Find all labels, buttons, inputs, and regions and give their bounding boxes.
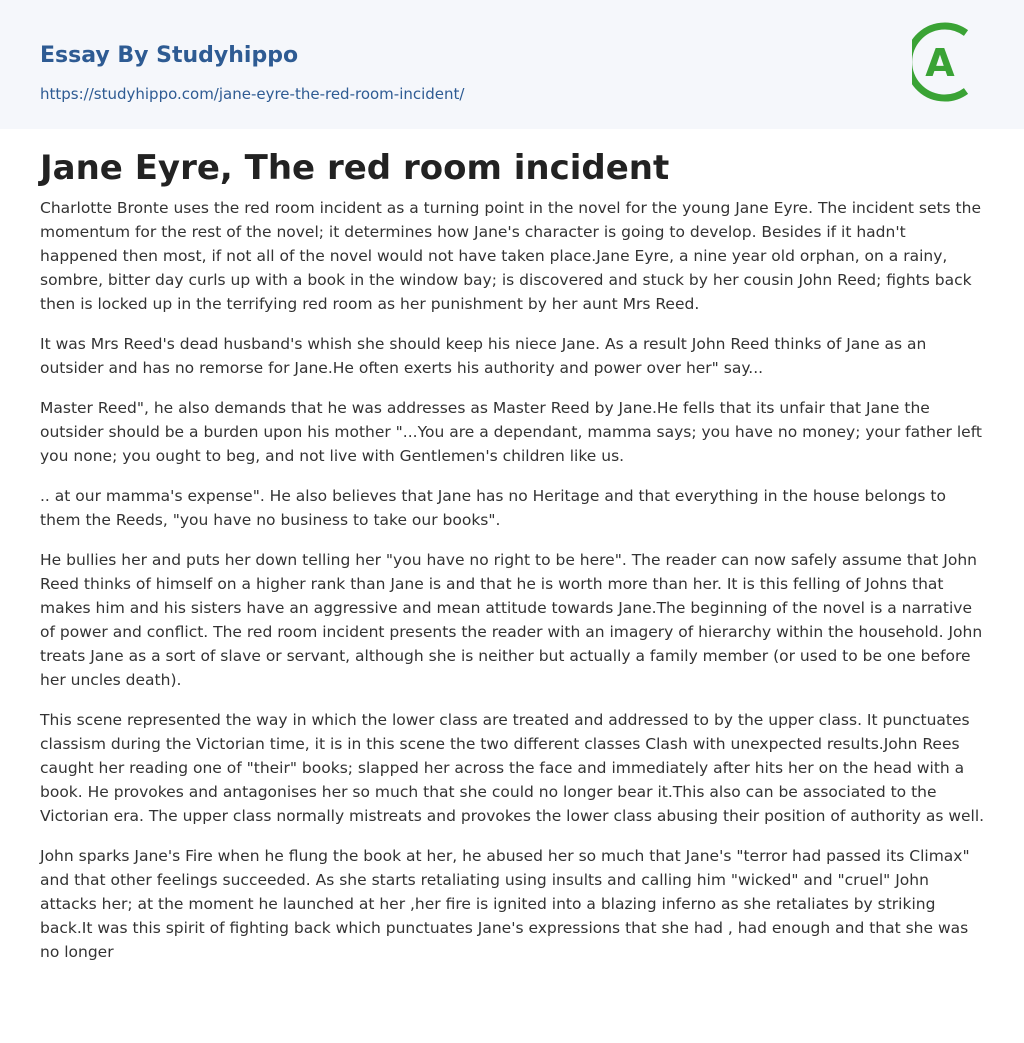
article-paragraph: He bullies her and puts her down telling her "you have no right to be here". The reader can now safely assume that John Reed thinks of himself on a higher rank than Jane is and that he is worth more than her. It is this felling of Johns that makes him and his sisters have an aggressive and mean attitude towards Jane.The beginning of the novel is a narrative of power and conflict. The red room incident presents the reader with an imagery of hierarchy within the household. John treats Jane as a sort of slave or servant, although she is neither but actually a family member (or used to be one before her uncles death). — [40, 551, 983, 689]
page-url-link[interactable]: https://studyhippo.com/jane-eyre-the-red-room-incident/ — [40, 85, 465, 103]
logo-letter: A — [925, 41, 955, 85]
article-paragraph: John sparks Jane's Fire when he flung the book at her, he abused her so much that Jane's "terror had passed its Climax" and that other feelings succeeded. As she starts retaliating using insults and calling him "wicked" and "cruel" John attacks her; at the moment he launched at her ,her fire is ignited into a blazing inferno as she retaliates by striking back.It was this spirit of fighting back which punctuates Jane's expressions that she had , had enough and that she was no longer — [40, 847, 970, 961]
studyhippo-logo-icon[interactable] — [912, 19, 986, 105]
article-paragraph: It was Mrs Reed's dead husband's whish she should keep his niece Jane. As a result John Reed thinks of Jane as an outsider and has no remorse for Jane.He often exerts his authority and power over her" say... — [40, 335, 927, 377]
article-paragraph: Charlotte Bronte uses the red room incident as a turning point in the novel for the young Jane Eyre. The incident sets the momentum for the rest of the novel; it determines how Jane's character is going to develop. Besides if it hadn't happened then most, if not all of the novel would not have taken place.Jane Eyre, a nine year old orphan, on a rainy, sombre, bitter day curls up with a book in the window bay; is discovered and stuck by her cousin John Reed; fights back then is locked up in the terrifying red room as her punishment by her aunt Mrs Reed. — [40, 199, 981, 313]
article — [40, 146, 986, 980]
site-brand[interactable]: Essay By Studyhippo — [40, 43, 299, 68]
article-title: Jane Eyre, The red room incident — [40, 148, 670, 188]
article-paragraph: Master Reed", he also demands that he was addresses as Master Reed by Jane.He fells that its unfair that Jane the outsider should be a burden upon his mother "...You are a dependant, mamma says; you have no money; your father left you none; you ought to beg, and not live with Gentlemen's children like us. — [40, 399, 982, 465]
site-header — [0, 0, 1024, 129]
article-paragraph: .. at our mamma's expense". He also believes that Jane has no Heritage and that everything in the house belongs to them the Reeds, "you have no business to take our books". — [40, 487, 946, 529]
article-paragraph: This scene represented the way in which the lower class are treated and addressed to by the upper class. It punctuates classism during the Victorian time, it is in this scene the two different classes Clash with unexpected results.John Rees caught her reading one of "their" books; slapped her across the face and immediately after hits her on the head with a book. He provokes and antagonises her so much that she could no longer bear it.This also can be associated to the Victorian era. The upper class normally mistreats and provokes the lower class abusing their position of authority as well. — [40, 711, 985, 825]
